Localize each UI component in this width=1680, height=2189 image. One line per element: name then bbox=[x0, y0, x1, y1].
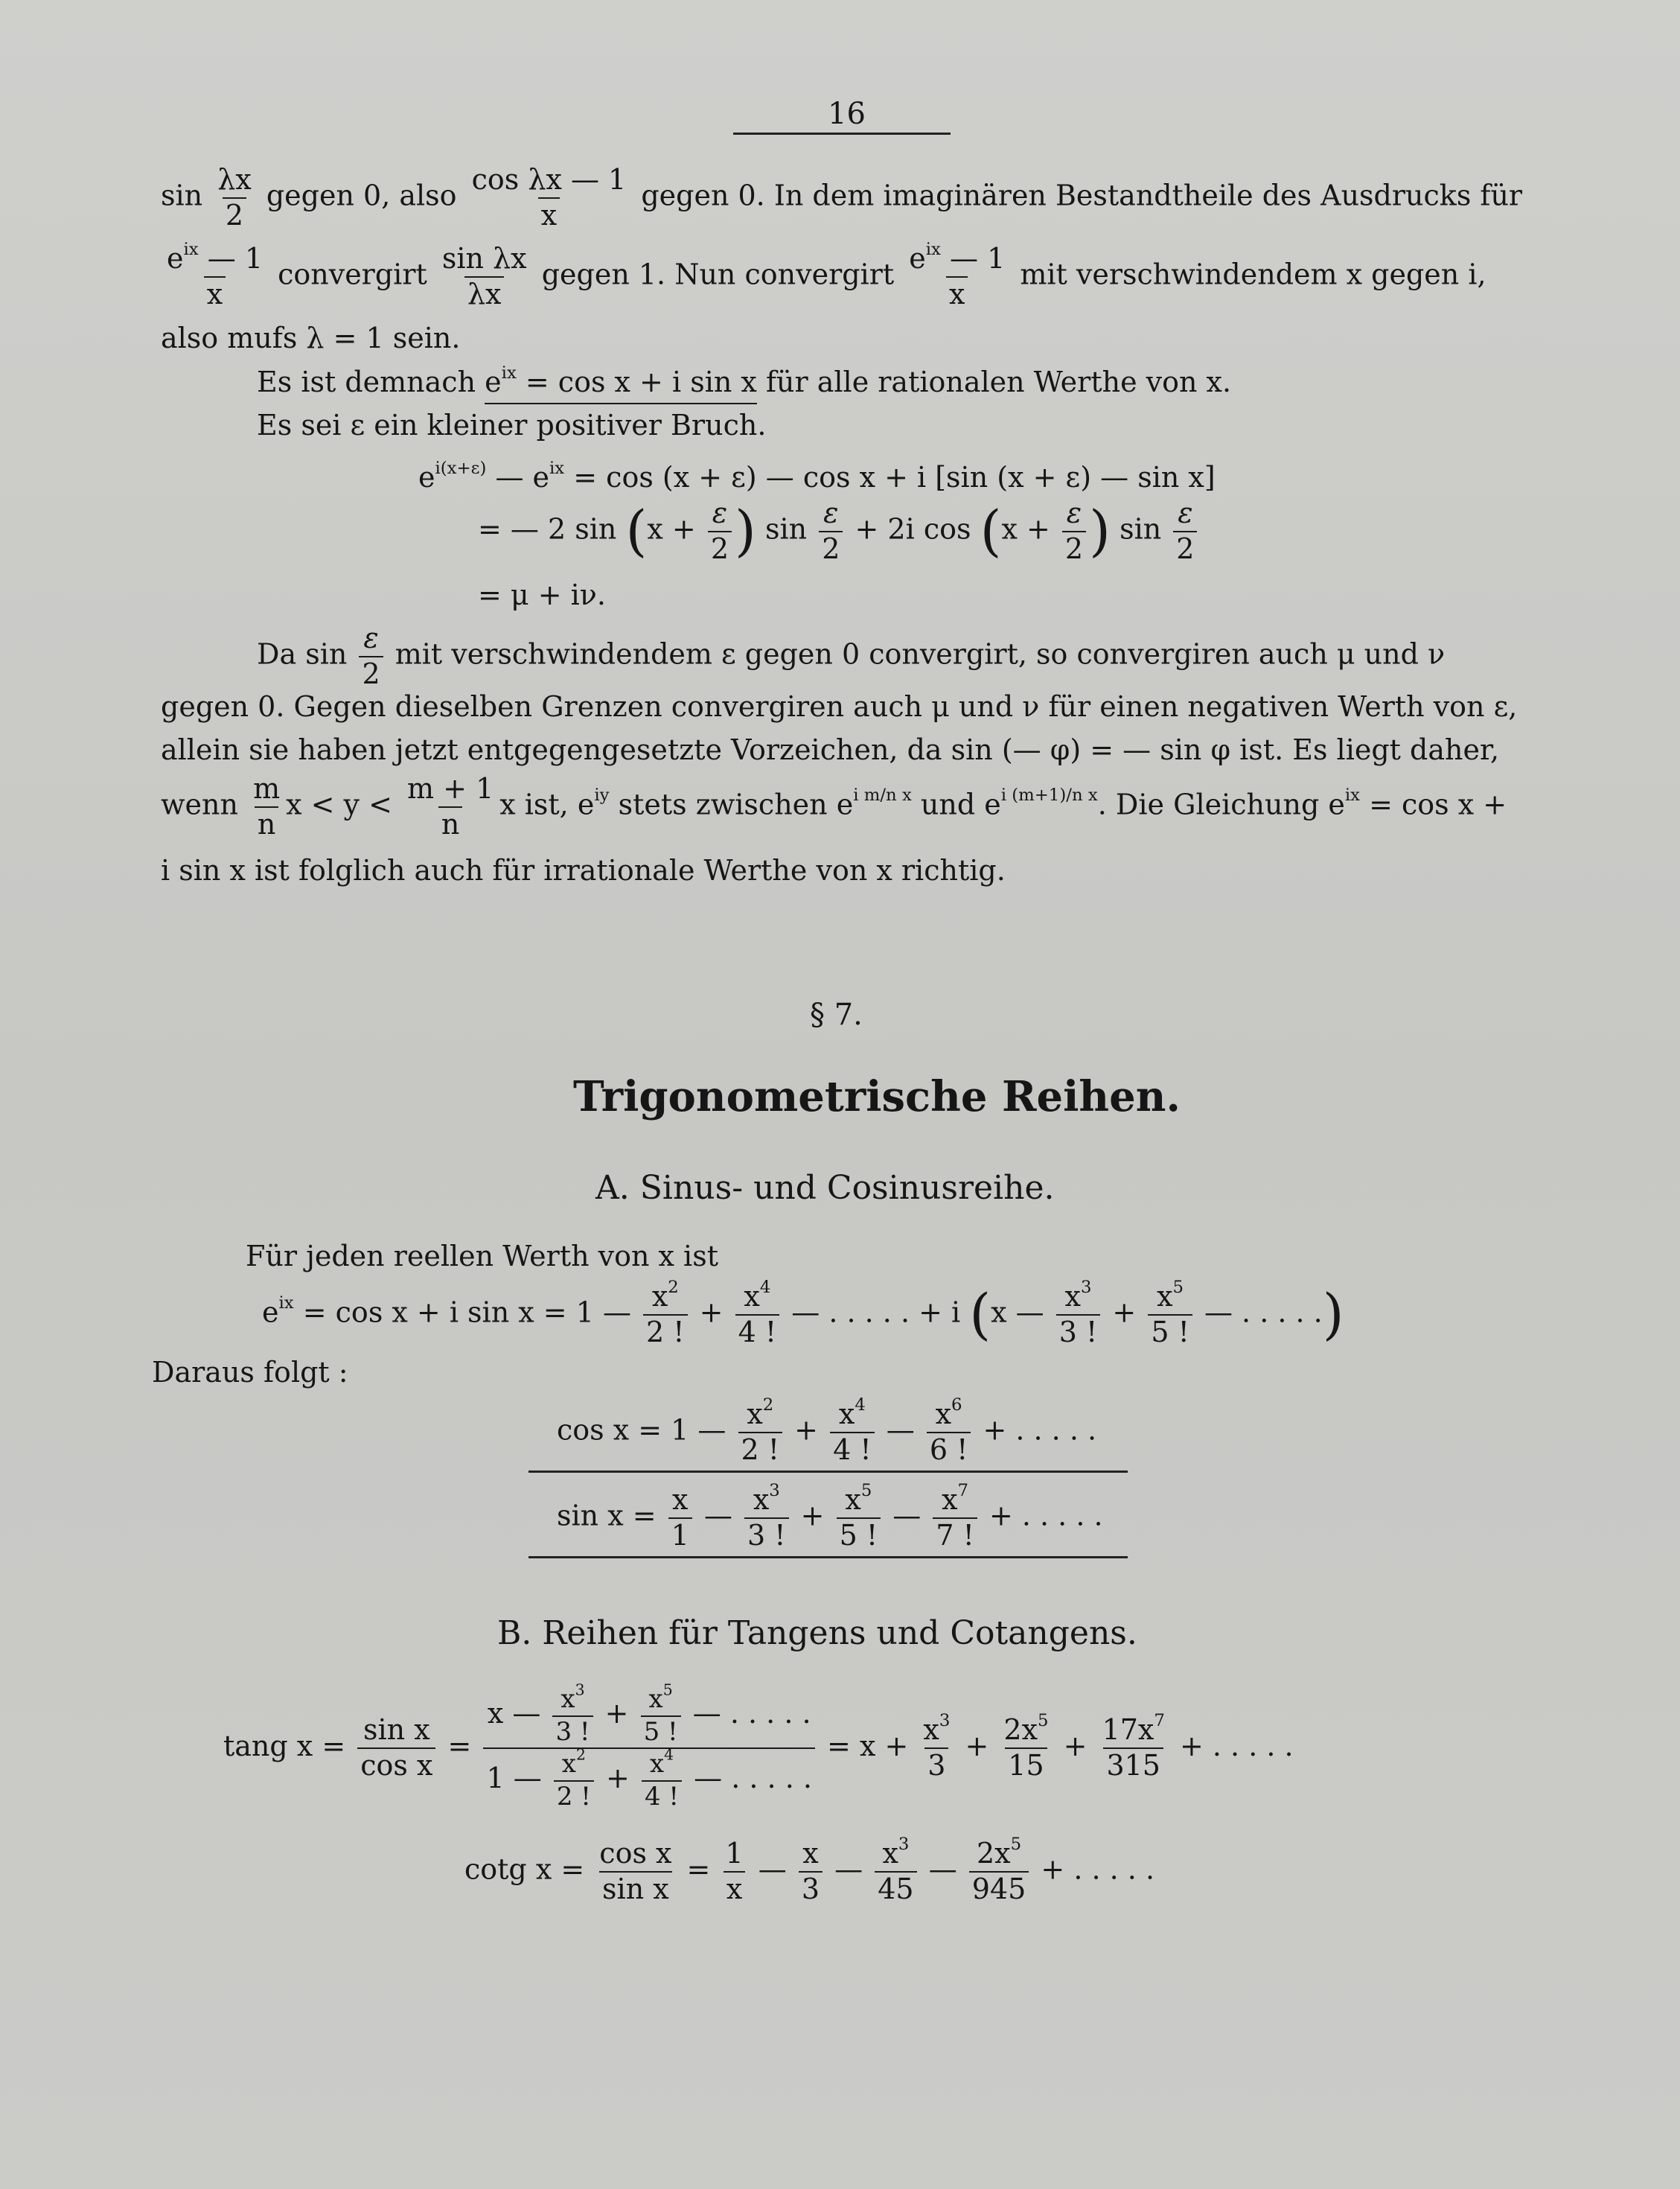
equation-2: $e^{ix} = \cos x + i$ sin x = 1 — $\frac{x^2}{2 !}$ + $\frac{x^4}{4 !}$ — . . . . . + i (x — $\frac{x^3}{3 !}$ + $\frac{x^5}{5 !}$ — . . . . .) bbox=[262, 1277, 1344, 1348]
equation-1-line-2: = — 2 sin (x + $\frac{\varepsilon}{2}$ ) sin $\frac{\varepsilon}{2}$ + 2i cos (x + $\frac{\varepsilon}{2}$ ) sin $\frac{\varepsilon}{2}$ bbox=[478, 499, 1200, 564]
cos-series: cos x = 1 — $\frac{x^2}{2 !}$ + $\frac{x^4}{4 !}$ — $\frac{x^6}{6 !}$ + . . . . . bbox=[557, 1395, 1097, 1466]
paragraph-line-2: gegen 0. Gegen dieselben Grenzen convergiren auch μ und ν für einen negativen Werth von ε, bbox=[161, 690, 1518, 723]
cotangent-series: cotg x = $\frac{\text{cos x}}{\text{sin x}}$ = $\frac{1}{x}$ — $\frac{x}{3}$ — $\frac{x^3}{45}$ — $\frac{2x^5}{945}$ + . . . . . bbox=[464, 1834, 1155, 1905]
paragraph-line-5: i sin x ist folglich auch für irrationale Werthe von x richtig. bbox=[161, 854, 1006, 887]
text-line-2: $\frac{e^{ix} — 1}{x}$ convergirt $\frac{\text{sin λx}}{\lambda x}$ gegen 1. Nun convergirt $\frac{e^{ix} — 1}{x}$ mit verschwindendem x gegen i, bbox=[167, 239, 1486, 310]
section-number: § 7. bbox=[810, 998, 863, 1032]
subsection-b-heading: B. Reihen für Tangens und Cotangens. bbox=[497, 1614, 1137, 1652]
paragraph-line-1: Da sin $\frac{\varepsilon}{2}$ mit verschwindendem ε gegen 0 convergirt, so convergiren auch μ und ν bbox=[257, 622, 1446, 690]
paragraph-line-3: allein sie haben jetzt entgegengesetzte Vorzeichen, da sin (— φ) = — sin φ ist. Es liegt daher, bbox=[161, 733, 1500, 766]
page-number: 16 bbox=[828, 97, 866, 131]
section-heading: Trigonometrische Reihen. bbox=[573, 1072, 1181, 1121]
series-bottom-rule bbox=[528, 1556, 1128, 1558]
equation-1-line-3: = μ + iν. bbox=[478, 579, 606, 611]
text-line-1: sin $\frac{\lambda x}{2}$ gegen 0, also $\frac{\text{cos λx — 1}}{x}$ gegen 0. In dem imaginären Bestandtheile des Ausdrucks für bbox=[161, 163, 1523, 232]
equation-1-line-1: $e^{i(x+\varepsilon)}$ — $e^{ix} = \cos (x + \varepsilon)$ — cos x + i [sin (x + ε) — sin x] bbox=[418, 458, 1216, 494]
text-for-each: Für jeden reellen Werth von x ist bbox=[246, 1240, 718, 1272]
subsection-a-heading: A. Sinus- und Cosinusreihe. bbox=[595, 1169, 1055, 1207]
header-rule bbox=[733, 133, 951, 135]
text-line-4: Es ist demnach $e^{ix} = \cos x + i$ sin x für alle rationalen Werthe von x. bbox=[257, 368, 1231, 396]
tangent-series: tang x = $\frac{\text{sin x}}{\text{cos x}}$ = x — $\frac{x^3}{3 !}$ + $\frac{x^5}{5 !}$ — . . . . . 1 — $\frac{x^2}{2 !}$ + $\frac{x^4}{4 !}$ — . . . . . = x + $\frac{x^3}{3}$ + $\frac{2x^5}{15}$ + $\frac{17x^7}{315}$ + . . . . . bbox=[223, 1680, 1294, 1812]
text-line-5: Es sei ε ein kleiner positiver Bruch. bbox=[257, 409, 767, 442]
series-divider bbox=[528, 1471, 1128, 1473]
paragraph-line-4: wenn $\frac{m}{n}$ x < y < $\frac{m + 1}{n}$ x ist, $e^{iy}$ stets zwischen $e^{i m/n x}$ und $e^{i (m+1)/n x}$. Die Gleichung $e^{ix} = \cos x$ + bbox=[161, 772, 1507, 841]
text-daraus: Daraus folgt : bbox=[152, 1356, 348, 1389]
text-line-3: also mufs λ = 1 sein. bbox=[161, 322, 461, 354]
sin-series: sin x = $\frac{x}{1}$ — $\frac{x^3}{3 !}$ + $\frac{x^5}{5 !}$ — $\frac{x^7}{7 !}$ + . . . . . bbox=[557, 1480, 1103, 1552]
